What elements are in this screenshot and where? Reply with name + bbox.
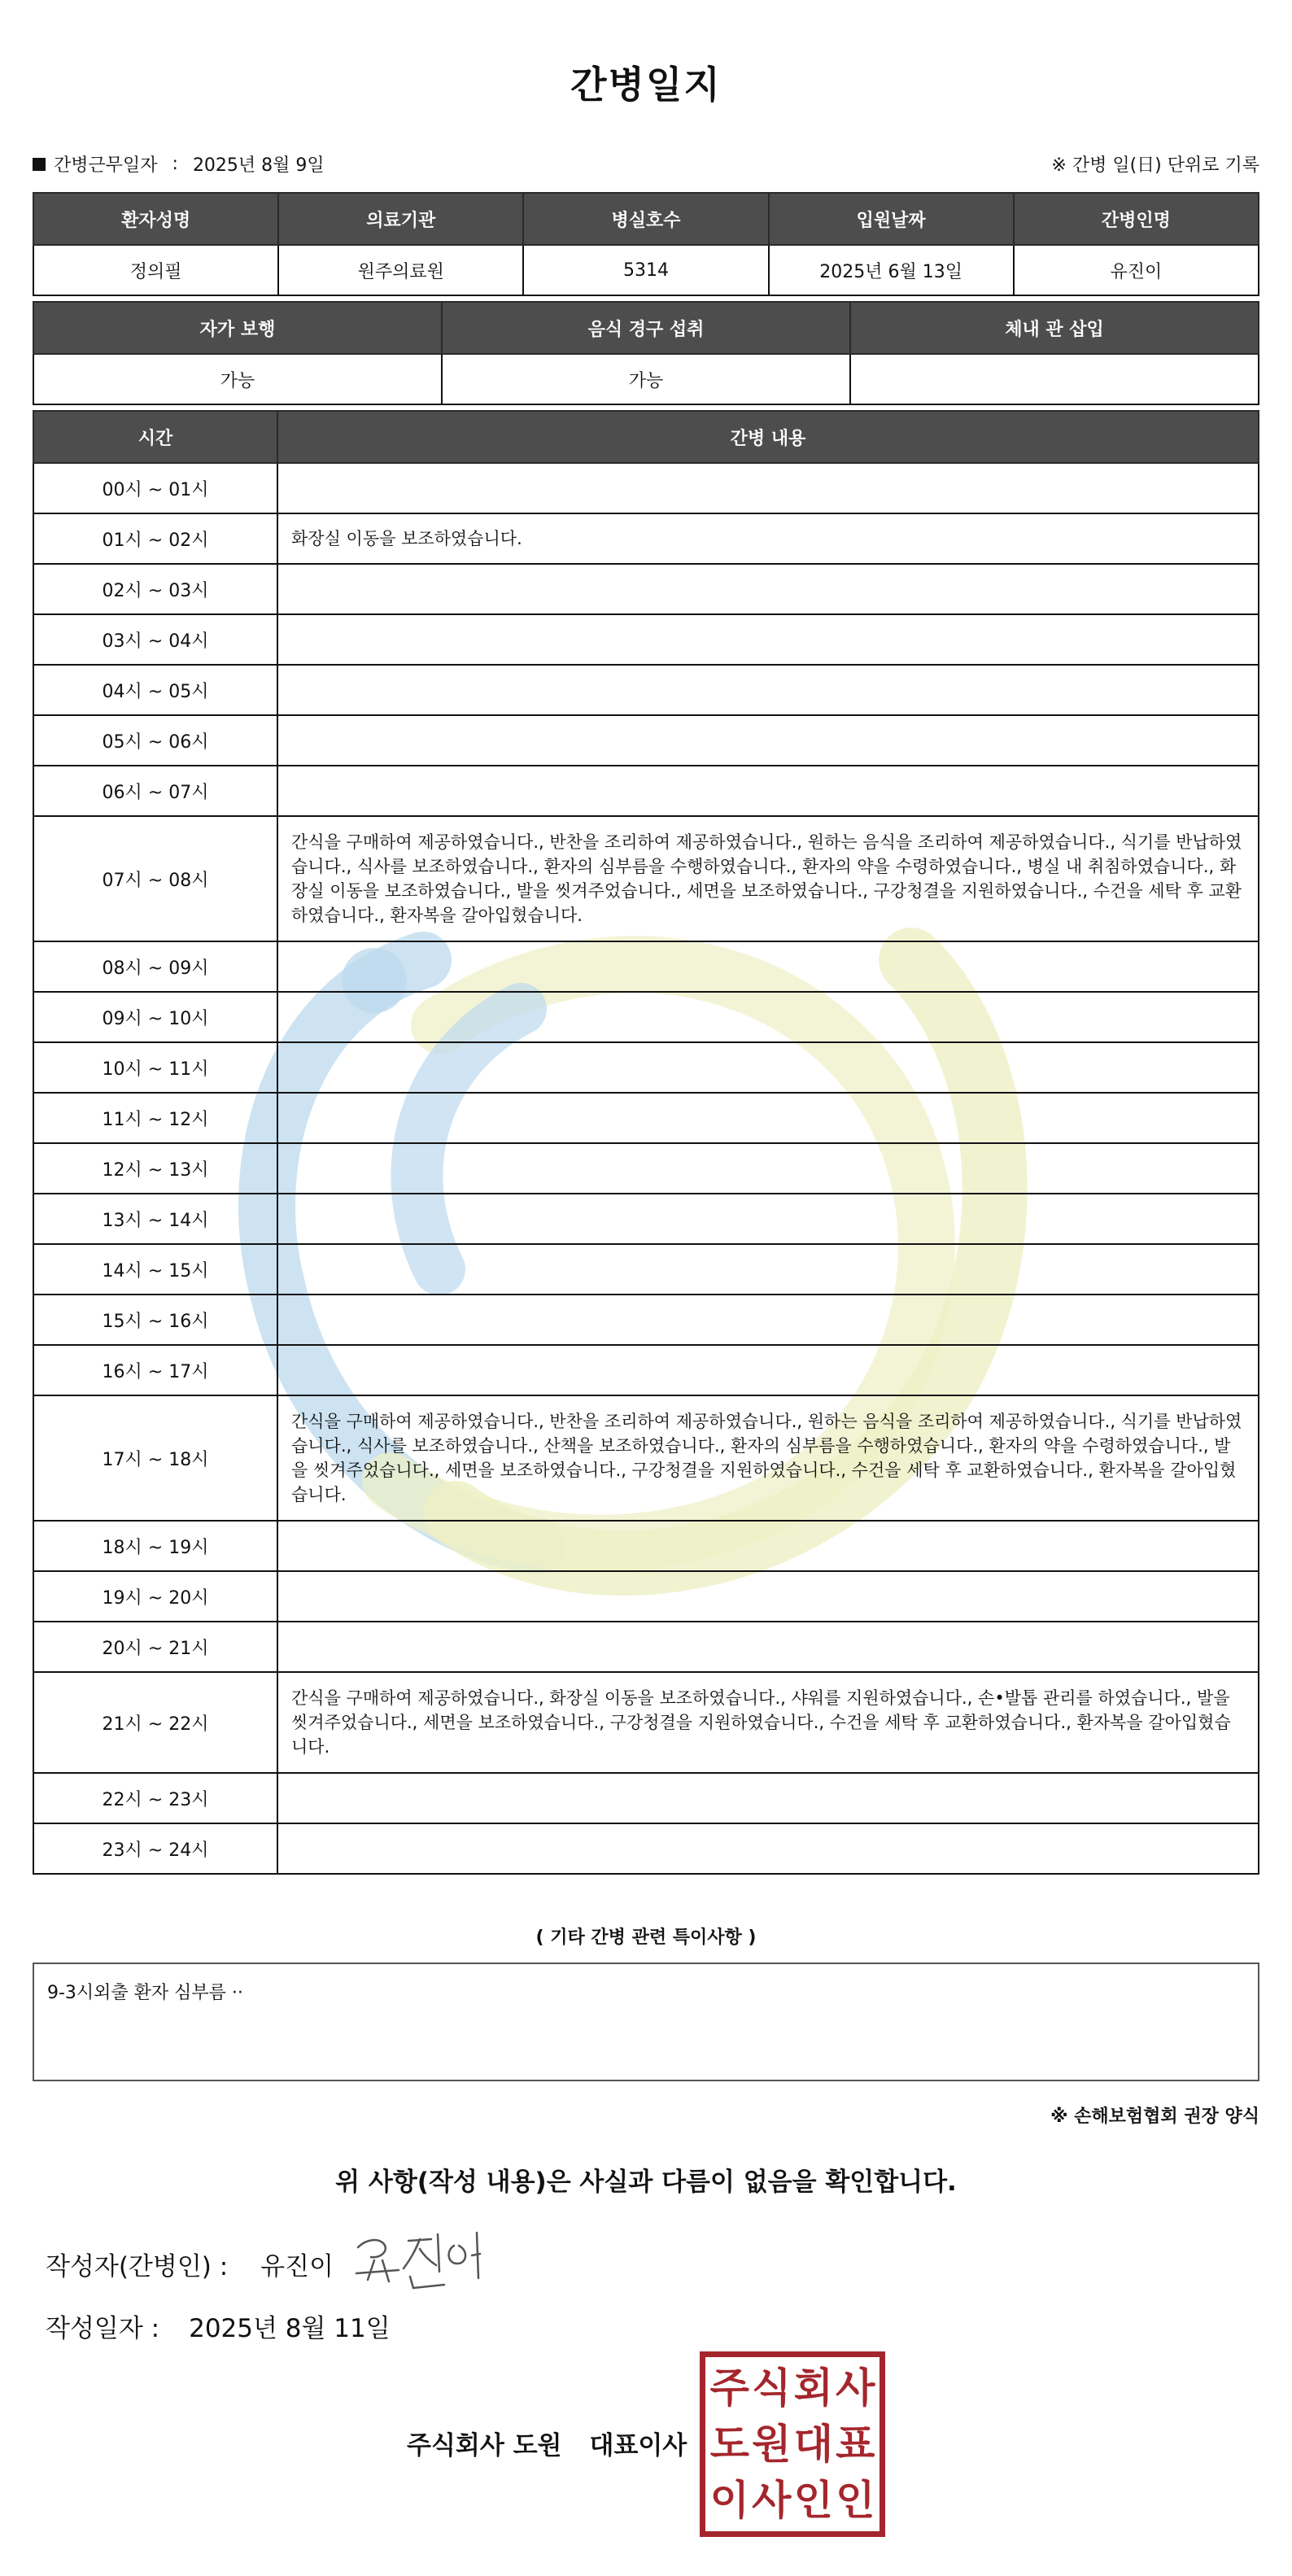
header-time: 시간 xyxy=(33,411,277,463)
stamp-char: 회 xyxy=(793,2364,833,2412)
care-content-cell xyxy=(277,1622,1259,1672)
care-content-cell xyxy=(277,1823,1259,1874)
hospital: 원주의료원 xyxy=(278,245,523,295)
written-date-line xyxy=(46,2307,391,2344)
stamp-char: 사 xyxy=(752,2476,792,2524)
confirm-statement: 위 사항(작성 내용)은 사실과 다름이 없음을 확인합니다. xyxy=(335,2168,957,2197)
table-row xyxy=(33,1244,1259,1295)
table-row xyxy=(33,1521,1259,1571)
table-row xyxy=(33,1295,1259,1345)
table-row xyxy=(33,1823,1259,1874)
work-date-separator: : xyxy=(172,154,178,174)
time-cell: 18시 ~ 19시 xyxy=(33,1521,277,1571)
admission-date: 2025년 6월 13일 xyxy=(769,245,1014,295)
stamp-char: 표 xyxy=(836,2420,875,2468)
care-content-cell xyxy=(277,564,1259,614)
care-content-cell xyxy=(277,1194,1259,1244)
time-cell: 16시 ~ 17시 xyxy=(33,1345,277,1395)
time-cell: 19시 ~ 20시 xyxy=(33,1571,277,1622)
table-row xyxy=(33,1093,1259,1143)
care-content-cell: 간식을 구매하여 제공하였습니다., 반찬을 조리하여 제공하였습니다., 원하는 음식을 조리하여 제공하였습니다., 식기를 반납하였습니다., 식사를 보조하였습니다., 환자의 심부름을 수행하였습니다., 환자의 약을 수령하였습니다., 병실 내 취침하였습니다., 화장실 이동을 보조하였습니다., 발을 씻겨주었습니다., 세면을 보조하였습니다., 구강청결을 지원하였습니다., 수건을 세탁 후 교환하였습니다., 환자복을 갈아입혔습니다. xyxy=(277,816,1259,941)
company-name: 주식회사 도원 xyxy=(407,2431,562,2460)
care-content-cell xyxy=(277,1571,1259,1622)
care-content-cell: 화장실 이동을 보조하였습니다. xyxy=(277,513,1259,564)
work-date-line xyxy=(33,151,325,177)
remarks-text: 9-3시외출 환자 심부름 ·· xyxy=(47,1983,243,2003)
time-cell: 05시 ~ 06시 xyxy=(33,715,277,766)
care-content-cell: 간식을 구매하여 제공하였습니다., 반찬을 조리하여 제공하였습니다., 원하는 음식을 조리하여 제공하였습니다., 식기를 반납하였습니다., 식사를 보조하였습니다., 산책을 보조하였습니다., 환자의 심부름을 수행하였습니다., 환자의 약을 수령하였습니다., 발을 씻겨주었습니다., 세면을 보조하였습니다., 구강청결을 지원하였습니다., 수건을 세탁 후 교환하였습니다., 환자복을 갈아입혔습니다. xyxy=(277,1395,1259,1521)
table-row xyxy=(33,715,1259,766)
care-content-cell xyxy=(277,1042,1259,1093)
time-cell: 22시 ~ 23시 xyxy=(33,1773,277,1823)
care-content-cell xyxy=(277,1143,1259,1194)
care-content-cell xyxy=(277,1244,1259,1295)
time-cell: 23시 ~ 24시 xyxy=(33,1823,277,1874)
time-cell: 21시 ~ 22시 xyxy=(33,1672,277,1773)
author-label: 작성자(간병인) : xyxy=(46,2252,229,2281)
header-room-number: 병실호수 xyxy=(523,193,768,245)
author-line xyxy=(46,2246,334,2282)
stamp-char: 이 xyxy=(709,2476,749,2524)
table-row xyxy=(33,1042,1259,1093)
header-care-content: 간병 내용 xyxy=(277,411,1259,463)
written-date-value: 2025년 8월 11일 xyxy=(189,2314,391,2343)
care-content-cell xyxy=(277,665,1259,715)
company-representative: 대표이사 xyxy=(589,2431,687,2460)
time-cell: 20시 ~ 21시 xyxy=(33,1622,277,1672)
care-content-cell xyxy=(277,463,1259,513)
table-row xyxy=(33,941,1259,992)
header-caregiver-name: 간병인명 xyxy=(1014,193,1259,245)
table-row xyxy=(33,665,1259,715)
time-cell: 14시 ~ 15시 xyxy=(33,1244,277,1295)
care-content-cell xyxy=(277,1345,1259,1395)
header-admission-date: 입원날짜 xyxy=(769,193,1014,245)
table-row xyxy=(33,1773,1259,1823)
header-tube-insertion: 체내 관 삽입 xyxy=(850,302,1259,354)
table-row xyxy=(33,766,1259,816)
time-cell: 17시 ~ 18시 xyxy=(33,1395,277,1521)
stamp-char: 식 xyxy=(752,2364,792,2412)
time-cell: 00시 ~ 01시 xyxy=(33,463,277,513)
care-content-cell xyxy=(277,1093,1259,1143)
self-walking-value: 가능 xyxy=(33,354,442,404)
remarks-title: ( 기타 간병 관련 특이사항 ) xyxy=(535,1928,757,1948)
table-row xyxy=(33,1622,1259,1672)
care-content-cell xyxy=(277,1773,1259,1823)
table-row xyxy=(33,463,1259,513)
time-cell: 06시 ~ 07시 xyxy=(33,766,277,816)
tube-insertion-value xyxy=(850,354,1259,404)
care-content-cell xyxy=(277,941,1259,992)
care-content-cell xyxy=(277,1521,1259,1571)
record-note: ※ 간병 일(日) 단위로 기록 xyxy=(1051,155,1259,176)
header-oral-intake: 음식 경구 섭취 xyxy=(442,302,850,354)
table-row xyxy=(33,614,1259,665)
square-bullet-icon xyxy=(33,158,46,171)
author-name: 유진이 xyxy=(260,2252,334,2281)
time-cell: 03시 ~ 04시 xyxy=(33,614,277,665)
recommend-note: ※ 손해보험협회 권장 양식 xyxy=(1050,2107,1259,2127)
stamp-char: 도 xyxy=(709,2420,749,2468)
care-content-cell xyxy=(277,766,1259,816)
time-cell: 11시 ~ 12시 xyxy=(33,1093,277,1143)
stamp-char: 주 xyxy=(709,2364,749,2412)
table-row xyxy=(33,513,1259,564)
work-date-label: 간병근무일자 xyxy=(54,155,158,176)
written-date-label: 작성일자 : xyxy=(46,2314,160,2343)
time-cell: 10시 ~ 11시 xyxy=(33,1042,277,1093)
header-self-walking: 자가 보행 xyxy=(33,302,442,354)
document-title: 간병일지 xyxy=(570,63,722,107)
care-content-cell xyxy=(277,614,1259,665)
table-row xyxy=(33,992,1259,1042)
stamp-char: 사 xyxy=(836,2364,875,2412)
time-cell: 04시 ~ 05시 xyxy=(33,665,277,715)
stamp-char: 원 xyxy=(752,2420,792,2468)
table-row xyxy=(33,1571,1259,1622)
time-cell: 02시 ~ 03시 xyxy=(33,564,277,614)
table-row xyxy=(33,564,1259,614)
time-cell: 12시 ~ 13시 xyxy=(33,1143,277,1194)
table-row xyxy=(33,1672,1259,1773)
table-row xyxy=(33,1395,1259,1521)
care-content-cell xyxy=(277,992,1259,1042)
care-content-cell xyxy=(277,715,1259,766)
ability-table xyxy=(33,301,1259,405)
remarks-box xyxy=(33,1963,1259,2081)
patient-info-table xyxy=(33,192,1259,296)
care-content-cell xyxy=(277,1295,1259,1345)
table-row xyxy=(33,1194,1259,1244)
time-cell: 08시 ~ 09시 xyxy=(33,941,277,992)
care-content-cell: 간식을 구매하여 제공하였습니다., 화장실 이동을 보조하였습니다., 샤워를 지원하였습니다., 손•발톱 관리를 하였습니다., 발을 씻겨주었습니다., 세면을 보조하였습니다., 구강청결을 지원하였습니다., 수건을 세탁 후 교환하였습니다., 환자복을 갈아입혔습니다. xyxy=(277,1672,1259,1773)
time-cell: 01시 ~ 02시 xyxy=(33,513,277,564)
stamp-char: 인 xyxy=(793,2476,833,2524)
table-row xyxy=(33,816,1259,941)
time-cell: 07시 ~ 08시 xyxy=(33,816,277,941)
time-cell: 15시 ~ 16시 xyxy=(33,1295,277,1345)
patient-name: 정의필 xyxy=(33,245,278,295)
company-seal-stamp xyxy=(700,2351,885,2537)
time-cell: 09시 ~ 10시 xyxy=(33,992,277,1042)
handwritten-signature xyxy=(350,2223,496,2296)
company-line xyxy=(407,2425,687,2461)
header-patient-name: 환자성명 xyxy=(33,193,278,245)
stamp-char: 인 xyxy=(836,2476,875,2524)
room-number: 5314 xyxy=(523,245,768,295)
care-log-table xyxy=(33,410,1259,1875)
caregiver-name: 유진이 xyxy=(1014,245,1259,295)
stamp-char: 대 xyxy=(793,2420,833,2468)
oral-intake-value: 가능 xyxy=(442,354,850,404)
work-date-value: 2025년 8월 9일 xyxy=(192,155,325,176)
table-row xyxy=(33,1345,1259,1395)
time-cell: 13시 ~ 14시 xyxy=(33,1194,277,1244)
header-hospital: 의료기관 xyxy=(278,193,523,245)
table-row xyxy=(33,1143,1259,1194)
